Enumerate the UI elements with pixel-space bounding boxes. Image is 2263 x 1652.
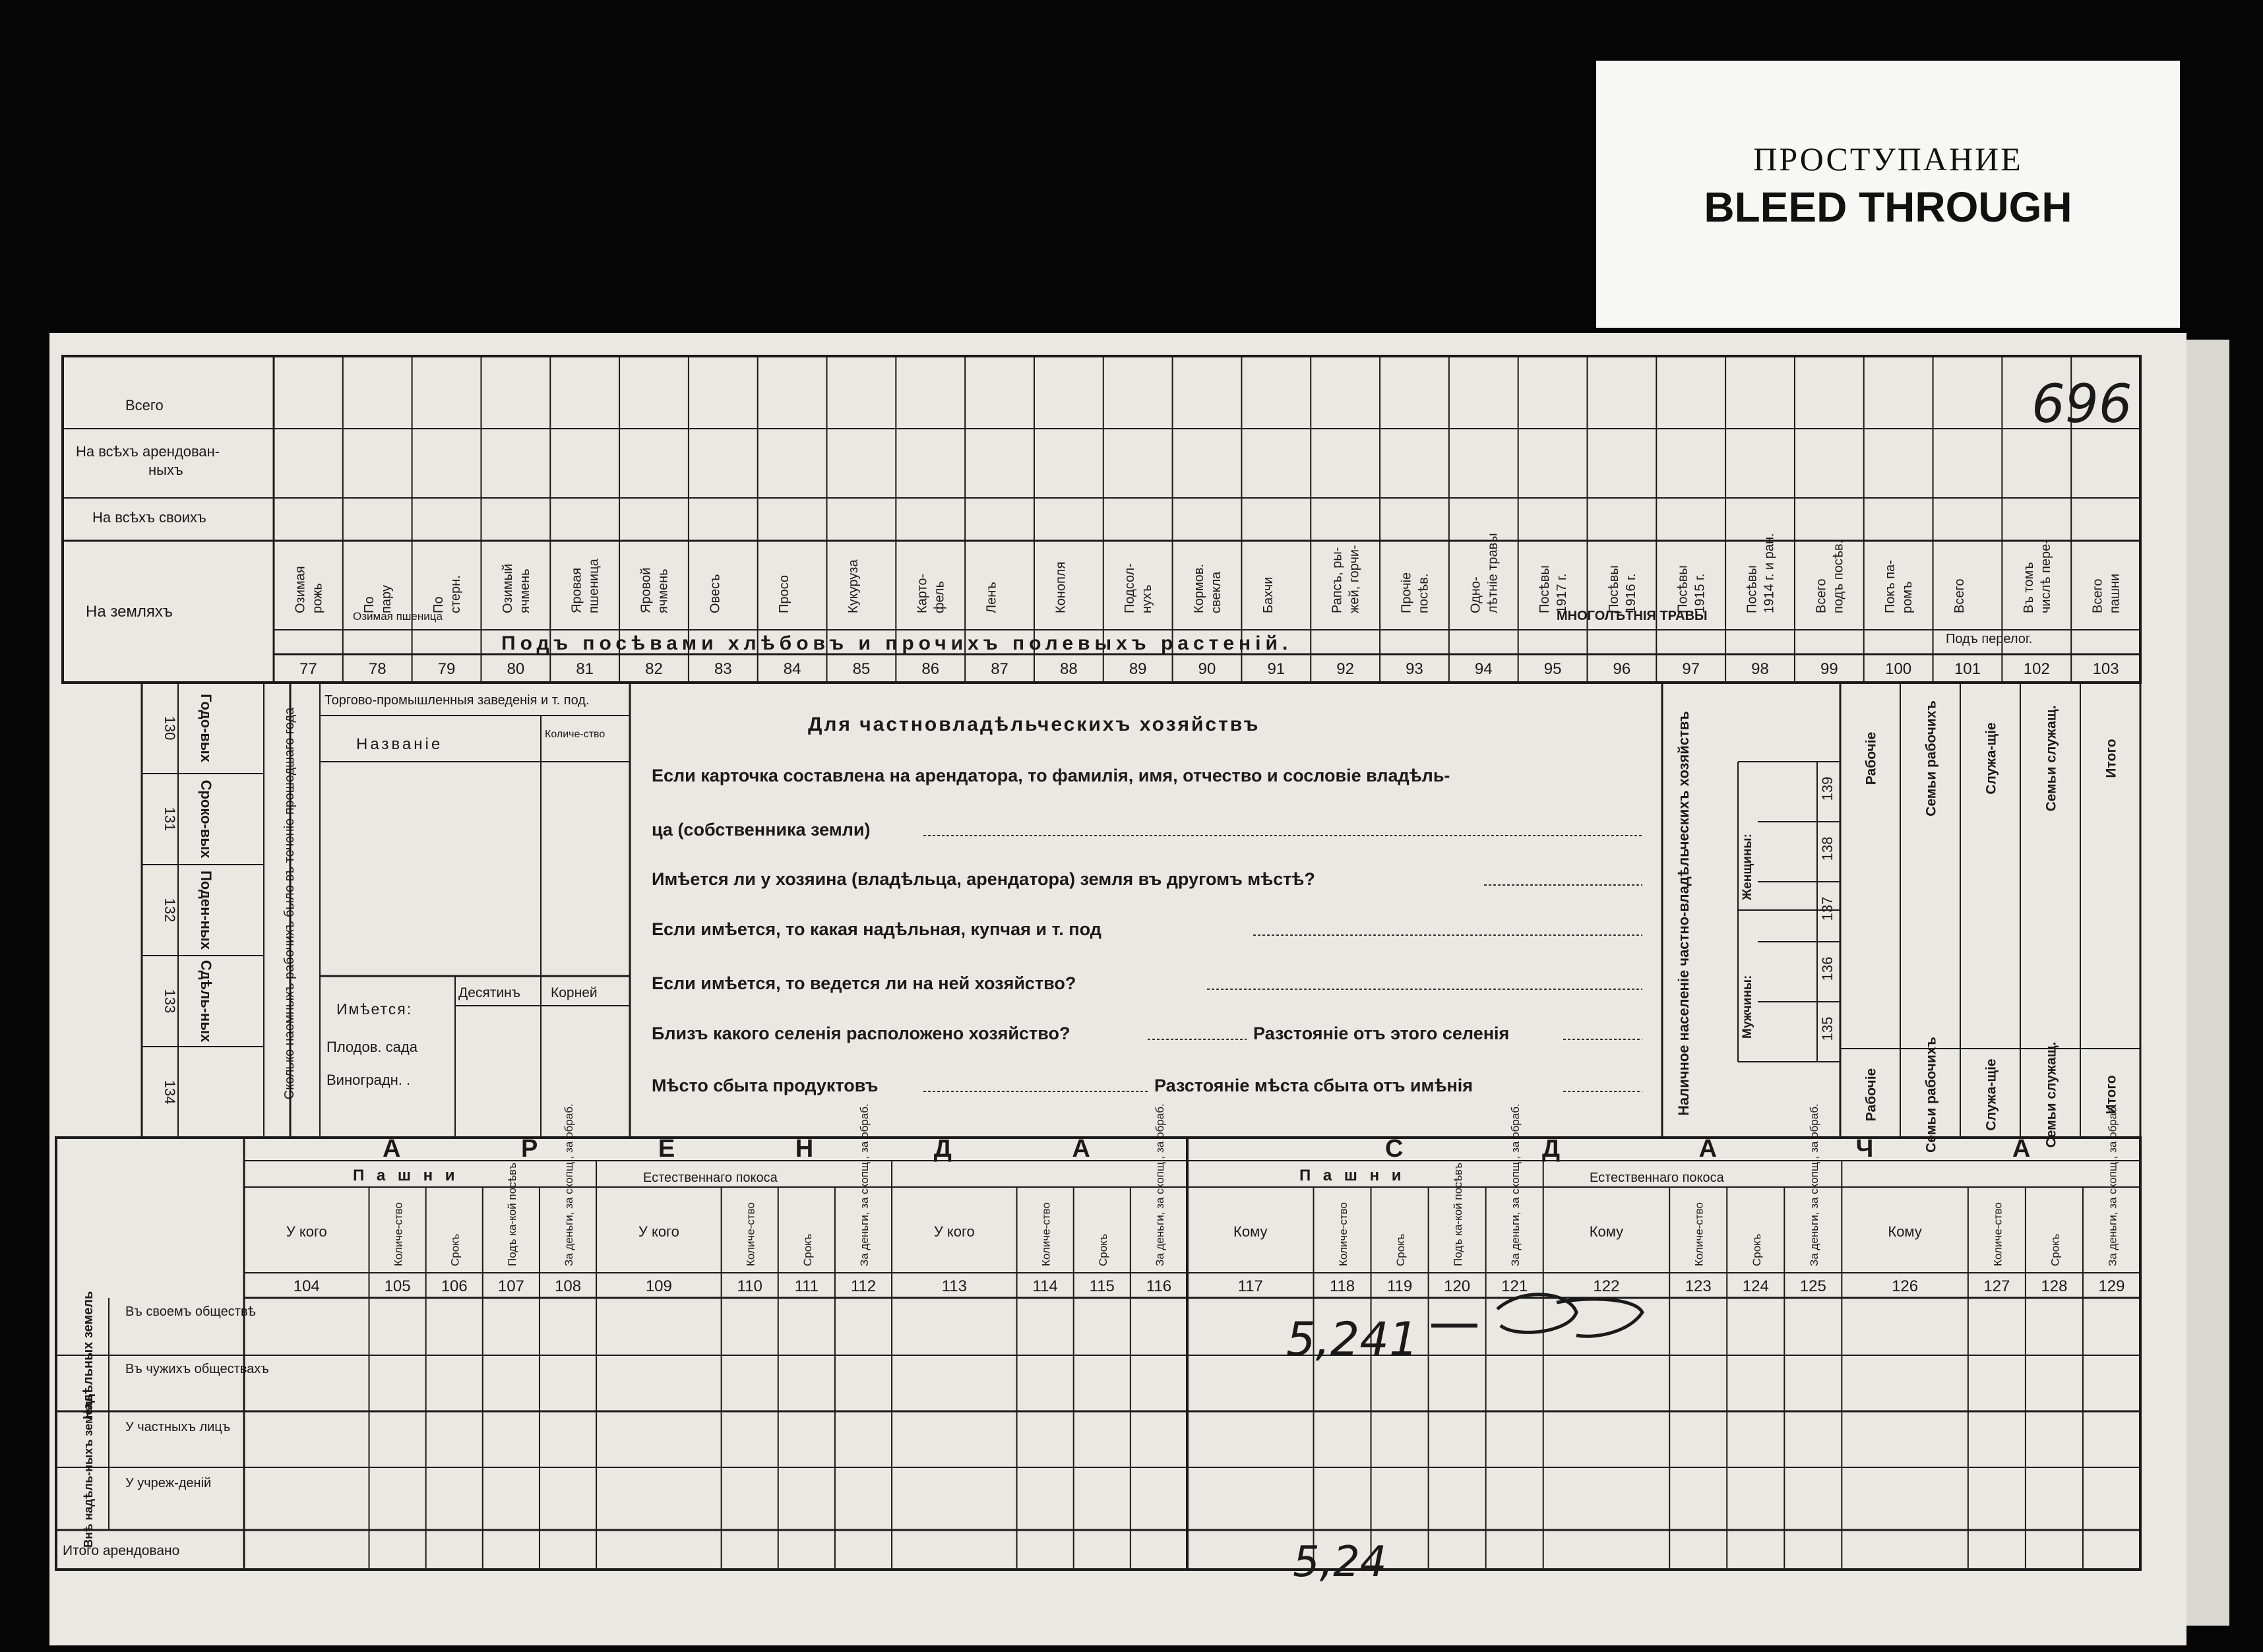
arenda-col-num: 112 [850,1277,877,1295]
sdacha-col-num: 121 [1501,1277,1528,1295]
crop-header-6-line2: ячмень [656,568,671,613]
population-col-num: 135 [1819,1016,1836,1041]
sdacha-col-header: Срокъ [1394,1233,1408,1266]
col-num-top: 80 [507,660,525,678]
worker-col-label: Годо-вых [198,694,214,762]
population-right-top: Рабочіе [1863,731,1879,785]
workers-title: Сколько наемныхъ рабочихъ было въ теченіе прошедшаго года [282,707,297,1100]
crop-header-3: По [431,596,447,613]
row-total-rented: Итого арендовано [63,1543,180,1558]
population-right-bottom: Итого [2103,1075,2119,1115]
col-num-top: 100 [1885,660,1912,678]
crop-header-4-line2: ячмень [517,568,532,613]
private-line-3: Имѣется ли у хозяина (владѣльца, арендатора) земля въ другомъ мѣстѣ? [652,869,1315,889]
crop-header-25: Всего [1952,578,1967,613]
sdacha-hay: Естественнаго покоса [1590,1171,1724,1185]
crop-header-1-line2: рожь [310,583,325,613]
col-num-top: 79 [437,660,456,678]
sdacha-col-num: 126 [1892,1277,1919,1295]
worker-col-label: Сроко-вых [198,780,214,859]
bleed-label-ru: ПРОСТУПАНИЕ [1753,140,2023,177]
arenda-col-who: У кого [638,1223,679,1240]
handwritten-value-2: 5,24 [1293,1538,1387,1587]
crop-header-24-line2: ромъ [1900,581,1915,613]
col-num-top: 103 [2092,660,2119,678]
crop-header-17-line2: посѣв. [1416,573,1431,613]
col-num-top: 93 [1406,660,1423,678]
private-line-2: ца (собственника земли) [652,820,871,840]
handwritten-value-1: 5,241 [1286,1312,1419,1366]
population-col-num: 139 [1819,776,1836,801]
col-num-top: 78 [368,660,387,678]
arenda-col-header: Количе-ство [744,1202,757,1266]
crop-header-3-line2: стерн. [449,575,464,613]
sdacha-col-header: Количе-ство [1337,1202,1350,1266]
worker-col-num: 133 [162,989,178,1014]
sdacha-col-num: 122 [1593,1277,1620,1295]
population-col-num: 137 [1819,896,1836,921]
arenda-col-num: 108 [555,1277,582,1295]
population-women: Женщины: [1741,834,1754,900]
population-col-num: 136 [1819,956,1836,981]
arenda-pashni: П а ш н и [353,1167,459,1184]
worker-col-num: 131 [162,807,178,832]
col-num-top: 86 [921,660,940,678]
private-line-7: Мѣсто сбыта продуктовъ [652,1076,879,1095]
crop-header-2-line2: пару [379,585,394,613]
col-num-top: 97 [1682,660,1700,678]
crop-header-4: Озимый [500,563,515,613]
handwritten-page-number: 696 [2031,373,2132,435]
sub-perennial-grass: МНОГОЛѢТНІЯ ТРАВЫ [1557,609,1708,623]
sdacha-col-num: 128 [2041,1277,2068,1295]
col-num-top: 102 [2023,660,2050,678]
arenda-col-num: 107 [497,1277,524,1295]
col-num-top: 83 [714,660,732,678]
crop-header-22-line2: 1914 г. и ран. [1762,533,1777,613]
row-lands: На земляхъ [86,603,173,621]
col-num-top: 101 [1954,660,1981,678]
crop-header-5: Яровая [569,567,584,613]
sdacha-col-num: 129 [2098,1277,2125,1295]
crop-header-27: Всего [2090,578,2105,613]
orchard-vines: Виноградн. . [326,1072,411,1088]
sdacha-col-num: 117 [1237,1277,1263,1295]
col-num-top: 91 [1267,660,1286,678]
population-right-top: Служа-щіе [1983,722,1999,795]
col-num-top: 87 [991,660,1008,678]
arenda-col-num: 110 [737,1277,762,1295]
crop-header-26-line2: числѣ пере- [2038,539,2053,613]
population-right-bottom: Семьи служащ. [2043,1041,2059,1148]
arenda-title: А Р Е Н Д А [383,1135,1147,1163]
crop-header-23-line2: подъ посѣв. [1831,539,1846,613]
crop-header-1: Озимая [293,566,308,613]
private-line-6b: Разстояніе отъ этого селенія [1253,1024,1510,1043]
crop-header-21-line2: 1915 г. [1692,573,1708,613]
crop-header-8: Просо [777,575,792,613]
sdacha-col-header: За деньги, за скопщ., за обраб. [2106,1103,2119,1266]
col-num-top: 98 [1751,660,1769,678]
arenda-col-who: У кого [286,1223,327,1240]
arenda-col-header: Количе-ство [1039,1202,1053,1266]
arenda-col-num: 114 [1032,1277,1058,1295]
population-men: Мужчины: [1741,975,1754,1039]
trade-name-col: Названіе [356,735,443,753]
row-institutions: У учреж-деній [125,1476,212,1490]
sdacha-col-num: 124 [1742,1277,1769,1295]
col-num-top: 90 [1198,660,1216,678]
col-num-top: 82 [645,660,663,678]
crop-header-10: Карто- [915,573,930,613]
trade-qty-col: Количе-ство [545,729,605,740]
orchard-dessiatines: Десятинъ [458,985,520,1000]
crop-header-10-line2: фель [932,580,947,613]
crop-header-20: Посѣвы [1606,565,1621,613]
trade-title: Торгово-промышленныя заведенія и т. под. [325,693,590,708]
arenda-col-num: 104 [293,1277,320,1295]
population-right-bottom: Рабочіе [1863,1068,1879,1122]
sub-fallow: Подъ перелог. [1946,632,2033,646]
crop-header-17: Прочіе [1399,572,1414,613]
population-col-num: 138 [1819,836,1836,861]
population-title: Наличное населеніе частно-владѣльческихъ хозяйствъ [1675,711,1692,1116]
crop-header-23: Всего [1814,578,1829,613]
crop-header-18-line2: лѣтніе травы [1485,533,1501,613]
bleed-label-en: BLEED THROUGH [1704,183,2072,231]
sdacha-col-num: 118 [1329,1277,1355,1295]
sdacha-col-num: 127 [1983,1277,2010,1295]
crop-header-22: Посѣвы [1745,565,1760,613]
crop-header-9: Кукуруза [846,559,861,613]
sdacha-col-num: 125 [1799,1277,1826,1295]
sdacha-col-header: Подъ ка-кой посѣвъ [1452,1162,1465,1266]
crop-header-5-line2: пшеница [586,559,602,613]
row-total: Всего [125,397,164,413]
col-num-top: 94 [1474,660,1493,678]
private-line-5: Если имѣется, то ведется ли на ней хозяйство? [652,973,1076,993]
crop-header-6: Яровой [638,567,654,613]
arenda-col-num: 105 [384,1277,411,1295]
sdacha-col-num: 120 [1444,1277,1471,1295]
worker-col-num: 130 [162,716,178,741]
arenda-col-num: 116 [1146,1277,1172,1295]
sdacha-col-header: За деньги, за скопщ., за обраб. [1509,1103,1522,1266]
sdacha-col-header: За деньги, за скопщ., за обраб. [1807,1103,1820,1266]
crop-header-16: Рапсъ, ры- [1330,547,1345,613]
col-num-top: 89 [1129,660,1147,678]
population-right-top: Семьи рабочихъ [1923,700,1939,816]
row-own-society: Въ своемъ обществѣ [125,1304,256,1319]
sdacha-col-who: Кому [1888,1223,1922,1240]
sdacha-col-num: 119 [1386,1277,1413,1295]
population-right-top: Семьи служащ. [2043,705,2059,812]
col-num-top: 85 [852,660,871,678]
population-right-top: Итого [2103,739,2119,778]
private-line-4: Если имѣется, то какая надѣльная, купчая и т. под [652,919,1101,939]
arenda-col-num: 111 [794,1277,819,1295]
sdacha-col-header: Количе-ство [1991,1202,2004,1266]
col-num-top: 81 [576,660,594,678]
crop-header-7: Овесъ [708,574,723,613]
arenda-col-header: Подъ ка-кой посѣвъ [505,1162,518,1266]
crop-header-26: Въ томъ [2021,562,2036,613]
crop-header-16-line2: жей, горчи- [1347,545,1362,613]
crop-header-13: Подсол- [1123,563,1138,613]
arenda-col-header: Срокъ [449,1233,462,1266]
arenda-col-header: Срокъ [801,1233,814,1266]
row-own: На всѣхъ своихъ [92,509,206,526]
row-rented-2: ныхъ [148,462,183,478]
worker-col-num: 134 [162,1080,178,1105]
sdacha-col-who: Кому [1233,1223,1268,1240]
col-num-top: 96 [1613,660,1631,678]
crop-header-24: Покъ па- [1883,560,1898,613]
sub-ozim-wheat: Озимая пшеница [353,610,443,623]
orchard-has: Имѣется: [336,1000,413,1018]
arenda-col-num: 113 [941,1277,967,1295]
crop-header-27-line2: пашни [2107,573,2123,613]
crop-header-19: Посѣвы [1537,565,1553,613]
arenda-col-header: За деньги, за скопщ., за обраб. [1153,1103,1166,1266]
arenda-col-who: У кого [933,1223,975,1240]
crop-header-11: Ленъ [984,582,999,613]
orchard-gardens: Плодов. сада [326,1039,418,1055]
col-num-top: 95 [1543,660,1562,678]
sdacha-col-who: Кому [1589,1223,1624,1240]
col-num-top: 92 [1336,660,1354,678]
worker-col-label: Сдѣль-ных [198,960,214,1043]
row-other-society: Въ чужихъ обществахъ [125,1362,269,1376]
arenda-col-header: За деньги, за скопщ., за обраб. [857,1103,871,1266]
sdacha-col-header: Срокъ [2049,1233,2062,1266]
arenda-col-header: Срокъ [1096,1233,1109,1266]
orchard-roots: Корней [551,985,598,1000]
group-non-allotment: Внѣ надѣль-ныхъ земель [82,1393,95,1548]
worker-col-label: Поден-ных [198,870,214,950]
row-private-persons: У частныхъ лицъ [125,1420,231,1434]
arenda-hay: Естественнаго покоса [643,1171,778,1185]
col-num-top: 99 [1820,660,1838,678]
band-crops: Подъ посѣвами хлѣбовъ и прочихъ полевыхъ растеній. [501,632,1293,654]
crop-header-2: По [362,596,377,613]
group-allotment: Надѣльных земель [81,1291,96,1420]
sdacha-col-header: Количе-ство [1692,1202,1706,1266]
crop-header-19-line2: 1917 г. [1555,573,1570,613]
private-line-6: Близъ какого селенія расположено хозяйство? [652,1024,1070,1043]
crop-header-18: Одно- [1468,576,1483,613]
arenda-col-num: 106 [441,1277,468,1295]
crop-header-20-line2: 1916 г. [1623,573,1638,613]
crop-header-14-line2: свекла [1209,571,1224,613]
population-right-bottom: Служа-щіе [1983,1058,1999,1131]
crop-header-12: Конопля [1053,561,1069,613]
col-num-top: 77 [299,660,317,678]
col-num-top: 84 [783,660,801,678]
sdacha-title: С Д А Ч А [1385,1135,2097,1163]
crop-header-15: Бахчи [1260,576,1276,613]
arenda-col-num: 109 [645,1277,672,1295]
arenda-col-num: 115 [1089,1277,1115,1295]
population-right-bottom: Семьи рабочихъ [1923,1037,1939,1153]
sdacha-pashni: П а ш н и [1299,1167,1406,1184]
crop-header-14: Кормов. [1192,564,1206,613]
arenda-col-header: Количе-ство [392,1202,405,1266]
crop-header-13-line2: нухъ [1140,584,1155,613]
row-rented: На всѣхъ арендован- [76,443,220,460]
col-num-top: 88 [1060,660,1078,678]
worker-col-num: 132 [162,898,178,923]
sdacha-col-header: Срокъ [1750,1233,1763,1266]
sdacha-col-num: 123 [1685,1277,1712,1295]
private-title: Для частновладѣльческихъ хозяйствъ [808,714,1260,735]
arenda-col-header: За деньги, за скопщ., за обраб. [563,1103,576,1266]
private-line-1: Если карточка составлена на арендатора, то фамилія, имя, отчество и сословіе владѣль- [652,766,1450,785]
crop-header-21: Посѣвы [1675,565,1690,613]
private-line-7b: Разстояніе мѣста сбыта отъ имѣнія [1154,1076,1473,1095]
